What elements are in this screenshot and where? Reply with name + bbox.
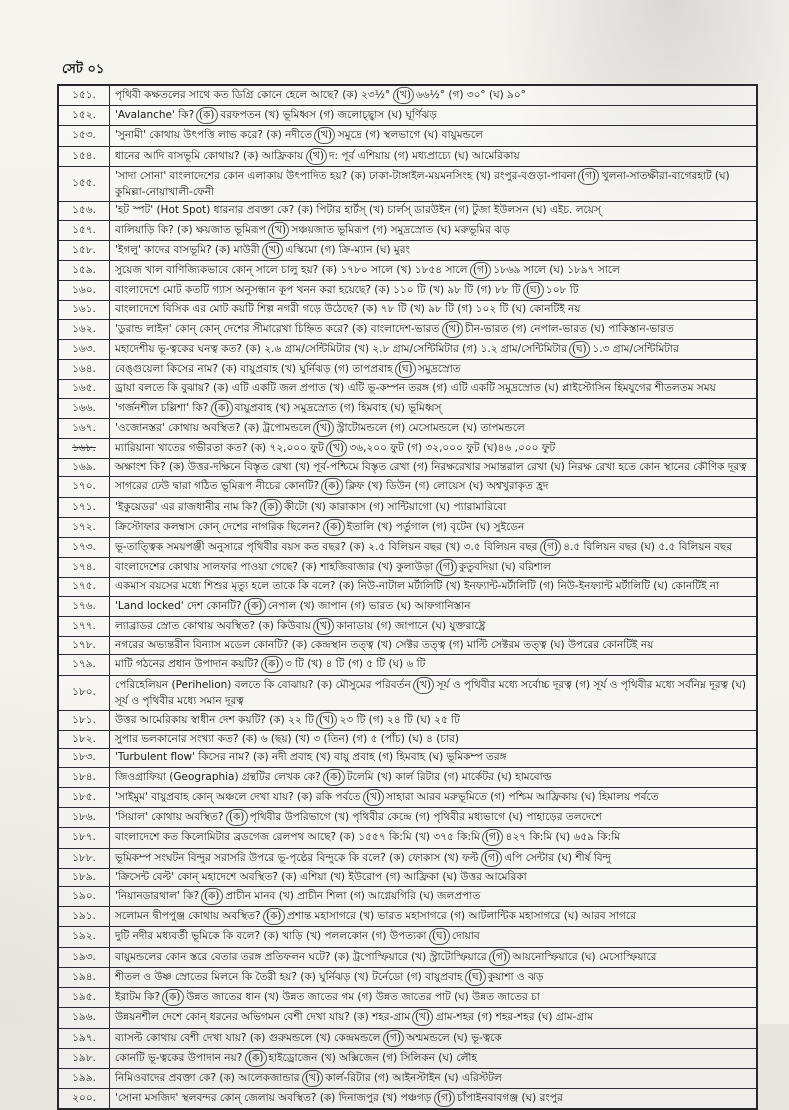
pen-circle-mark: (ঘ) [569,340,591,358]
question-number: ১৫১. [58,85,110,106]
table-row [58,202,757,220]
pen-circle-mark: (খ) [362,788,384,806]
pen-circle-mark: (গ) [433,1090,455,1108]
table-row [58,1048,757,1068]
question-text: কোনটি ভূ-ত্বকের উপাদান নয়? (ক) হাইড্রোজেন (খ) অক্সিজেন (গ) সিলিকন (ঘ) লৌহ [110,1048,758,1068]
question-number: ১৯৭. [58,1028,110,1048]
table-row [58,301,757,319]
table-row [58,85,757,106]
pen-circle-mark: (গ) [482,829,504,847]
question-number: ১৮৪. [58,767,110,787]
set-title: সেট ০১ [62,62,105,77]
question-text: জিওগ্রাফিয়া (Geographia) গ্রন্থটির লেখক কে? (ক) টলেমি (খ) কার্ল রিটার (গ) মার্কেটর (ঘ) হামবোল্ড [110,767,758,787]
question-text: ক্রিস্টোফার কলম্বাস কোন্ দেশের নাগরিক ছিলেন? (ক) ইতালি (খ) পর্তুগাল (গ) বৃটেন (ঘ) সুইডেন [110,517,758,537]
pen-circle-mark: (খ) [262,241,284,259]
question-text: 'নিয়ানডারথাল' কি? (ক) প্রাচীন মানব (খ) প্রাচীন শিলা (গ) আগ্নেয়গিরি (ঘ) জলপ্রপাত [110,886,758,906]
question-text: উত্তর আমেরিকায় স্বাধীন দেশ কয়টি? (ক) ২২ টি (খ) ২৩ টি (গ) ২৪ টি (ঘ) ২৫ টি [110,711,758,731]
table-row [58,418,757,438]
pen-circle-mark: (ক) [261,656,283,674]
pen-circle-mark: (খ) [313,617,335,635]
question-text: বায়ুমন্ডলের কোন স্তরে বেতার তরঙ্গ প্রতিফলন ঘটে? (ক) ট্রপোস্ফিয়ারে (খ) স্ট্রাটোস্ফিয়ারে (গ) আয়নোস্ফিয়ারে (ঘ) মেসোস্ফিয়ারে [110,947,758,967]
question-text: সুপার ভলকানোর সংখ্যা কত? (ক) ৬ (ছয়) (খ) ৩ (তিন) (গ) ৫ (পাঁচ) (ঘ) ৪ (চার) [110,731,758,749]
question-number: ১৬৯. [58,459,110,477]
question-number: ১৭৮. [58,637,110,655]
pen-circle-mark: (ক) [201,887,223,905]
question-text: সুয়েজ খাল বাণিজ্যিকভাবে কোন্ সালে চালু হয়? (ক) ১৭৮০ সালে (খ) ১৮৫৪ সালে (গ) ১৮৬৯ সালে (ঘ) ১৮৯৭ সালে [110,260,758,280]
table-row [58,787,757,807]
question-number: ১৬৫. [58,380,110,398]
question-text: পেরিহেলিয়ন (Perihelion) বলতে কি বোঝায়? (ক) মৌসুমের পরিবর্তন (খ) সূর্য ও পৃথিবীর মধ্যে সর্বোচ্চ দূরত্ব (গ) সূর্য ও পৃথিবীর মধ্যে সর্বনিম্ন দূরত্ব (ঘ) সূর্য ও পৃথিবীর মধ্যে সমান দূরত্ব [110,675,758,710]
table-row [58,848,757,868]
table-row [58,711,757,731]
question-text: 'সাদা সোনা' বাংলাদেশের কোন এলাকায় উৎপাদিত হয়? (ক) ঢাকা-টাঙ্গাইল-ময়মনসিংহ (খ) রংপুর-বগুড়া-পাবনা (গ) খুলনা-সাতক্ষীরা-বাগেরহাট (ঘ) কুমিল্লা-নোয়াখালী-ফেনী [110,166,758,201]
question-number: ১৯৩. [58,947,110,967]
table-row [58,637,757,655]
question-text: ধানের আদি বাসভূমি কোথায়? (ক) আফ্রিকায় (খ) দ: পূর্ব এশিয়ায় (গ) মধ্যপ্রাচ্যে (ঘ) আমেরিকায় [110,146,758,166]
question-text: 'সিয়াল' কোথায় অবস্থিত? (ক) পৃথিবীর উপরিভাগে (খ) পৃথিবীর কেন্দ্রে (গ) পৃথিবীর মধ্যভাগে (ঘ) পাহাড়ের তলদেশে [110,808,758,828]
question-table-body [58,85,757,1109]
pen-circle-mark: (গ) [469,261,491,279]
pen-circle-mark: (গ) [578,167,600,185]
question-text: 'হট স্পট' (Hot Spot) ধারনার প্রবক্তা কে? (ক) পিটার হার্টস্ (খ) চার্লস্ ডারউইন (গ) টুজা ইউলসন (ঘ) এইচ. লয়েস্ [110,202,758,220]
question-number: ১৬৬. [58,398,110,418]
table-row [58,538,757,558]
table-row [58,240,757,260]
question-text: ব্যাসল্ট কোথায় বেশী দেখা যায়? (ক) গুরুমন্ডলে (খ) কেন্দ্রমন্ডলে (গ) অশ্মমন্ডলে (ঘ) ভূ-ত্বকে [110,1028,758,1048]
pen-circle-mark: (ঘ) [464,968,486,986]
question-number: ১৫৯. [58,260,110,280]
question-text: 'ডুরান্ড লাইন' কোন্ কোন্ দেশের সীমারেখা চিহ্নিত করে? (ক) বাংলাদেশ-ভারত (খ) চীন-ভারত (গ) নেপাল-ভারত (ঘ) পাকিস্তান-ভারত [110,319,758,339]
question-text: বাংলাদেশে বিসিক এর মোট কয়টি শিল্প নগরী গড়ে উঠেছে? (ক) ৭৮ টি (খ) ৯৮ টি (গ) ১০২ টি (ঘ) কোনটিই নয় [110,301,758,319]
pen-circle-mark: (গ) [539,538,561,556]
table-row [58,260,757,280]
table-row [58,578,757,596]
pen-circle-mark: (ঘ) [395,361,417,379]
pen-circle-mark: (ক) [260,498,282,516]
question-number: ১৭৬. [58,596,110,616]
pen-circle-mark: (খ) [326,439,348,457]
question-number: ১৮১. [58,711,110,731]
question-text: দুটি নদীর মধ্যবর্তী ভূমিকে কি বলে? (ক) খাড়ি (খ) পললকোন (গ) উপত্যকা (ঘ) দোয়াব [110,927,758,947]
question-number: ১৯০. [58,886,110,906]
question-text: মহাদেশীয় ভূ-ত্বকের ঘনত্ব কত? (ক) ২.৬ গ্রাম/সেন্টিমিটার (খ) ২.৮ গ্রাম/সেন্টিমিটার (গ) ১.২ গ্রাম/সেন্টিমিটার (ঘ) ১.৩ গ্রাম/সেন্টিমিটার [110,339,758,359]
table-row [58,477,757,497]
question-number: ১৭৪. [58,558,110,578]
question-text: অক্ষাংশ কি? (ক) উত্তর-দক্ষিনে বিস্তৃত রেখা (খ) পূর্ব-পশ্চিমে বিস্তৃত রেখা (গ) নিরক্ষরেখার সমান্তরাল রেখা (ঘ) নিরক্ষ রেখা হতে কোন স্থানের কৌণিক দূরত্ব [110,459,758,477]
pen-circle-mark: (ঘ) [428,928,450,946]
pen-circle-mark: (ক) [263,908,285,926]
pen-circle-mark: (খ) [441,320,463,338]
question-number: ২০০. [58,1089,110,1110]
pen-circle-mark: (খ) [305,147,327,165]
question-number: ১৯২. [58,927,110,947]
table-row [58,558,757,578]
pen-circle-mark: (খ) [268,221,290,239]
question-text: বাংলাদেশে মোট কতটি গ্যাস অনুসন্ধান কূপ খনন করা হয়েছে? (ক) ১১০ টি (খ) ৯৮ টি (গ) ৮৮ টি (ঘ) ১০৮ টি [110,281,758,301]
question-number: ১৫৮. [58,240,110,260]
question-number: ১৬২. [58,319,110,339]
question-number: ১৫৬. [58,202,110,220]
question-number: ১৬০. [58,281,110,301]
table-row [58,1068,757,1088]
question-text: সাগরের ঢেউ দ্বারা গঠিত ভূমিরূপ নীচের কোনটি? (ক) ক্লিফ (খ) ডিউন (গ) লোয়েস (ঘ) অশ্বখুরাকৃত হ্রদ [110,477,758,497]
pen-circle-mark: (গ) [489,948,511,966]
question-text: 'ক্রিসেন্ট বেল্ট' কোন্ মহাদেশে অবস্থিত? (ক) এশিয়া (খ) ইউরোপ (গ) আফ্রিকা (ঘ) উত্তর আমেরিকা [110,868,758,886]
pen-circle-mark: (ক) [162,989,184,1007]
question-number: ১৬৭. [58,418,110,438]
question-number: ১৮৭. [58,828,110,848]
table-row [58,655,757,675]
question-number: ১৮০. [58,675,110,710]
table-row [58,497,757,517]
pen-circle-mark: (ক) [196,107,218,125]
pen-circle-mark: (ক) [321,478,343,496]
question-number: ১৫২. [58,106,110,126]
question-number: ১৭০. [58,477,110,497]
question-number: ১৫৪. [58,146,110,166]
pen-circle-mark: (গ) [435,559,457,577]
question-number: ১৫৭. [58,220,110,240]
question-number: ১৯৯. [58,1068,110,1088]
pen-circle-mark: (খ) [314,127,336,145]
table-row [58,281,757,301]
question-text: বাংলাদেশের কোথায় সালফার পাওয়া গেছে? (ক) শাহজিবাজার (খ) কুলাউড়া (গ) কুতুবদিয়া (ঘ) বরিশাল [110,558,758,578]
question-number: ১৬৮. [58,438,110,458]
table-row [58,106,757,126]
question-text: 'Turbulent flow' কিসের নাম? (ক) নদী প্রবাহ (খ) বায়ু প্রবাহ (গ) হিমবাহ (ঘ) ভূমিকম্প তরঙ্গ [110,749,758,767]
question-number: ১৮৬. [58,808,110,828]
question-text: ড্রায়া বলতে কি বুঝায়? (ক) এটি একটি জল প্রপাত (খ) এটি ভূ-কম্পন তরঙ্গ (গ) এটি একটি সমুদ্রস্রোত (ঘ) প্লাইস্টোসিন হিমযুগের শীতলতম সময় [110,380,758,398]
table-row [58,146,757,166]
question-number: ১৫৫. [58,166,110,201]
question-table [57,84,758,1110]
question-number: ১৯১. [58,907,110,927]
table-row [58,220,757,240]
question-text: 'সুনামী' কোথায় উৎপত্তি লাভ করে? (ক) নদীতে (খ) সমুদ্রে (গ) স্থলভাগে (ঘ) বায়ুমন্ডলে [110,126,758,146]
pen-circle-mark: (ক) [243,597,265,615]
pen-circle-mark: (ক) [323,768,345,786]
question-text: 'সোনা মসজিদ' স্থলবন্দর কোন্ জেলায় অবস্থিত? (ক) দিনাজপুর (খ) পঞ্চগড় (গ) চাঁপাইনবাবগঞ্জ (ঘ) রংপুর [110,1089,758,1110]
table-row [58,166,757,201]
table-row [58,398,757,418]
table-row [58,947,757,967]
question-text: 'ওজোনস্তর' কোথায় অবস্থিত? (ক) ট্রপোমন্ডলে (খ) স্ট্রাটোমন্ডলে (গ) মেসোমন্ডলে (ঘ) তাপমন্ডলে [110,418,758,438]
table-row [58,339,757,359]
question-number: ১৮৩. [58,749,110,767]
pen-circle-mark: (ঘ) [522,282,544,300]
table-row [58,360,757,380]
pen-circle-mark: (খ) [413,676,435,694]
table-row [58,1028,757,1048]
table-row [58,907,757,927]
question-text: নগরের অভ্যন্তরীন বিন্যাস মডেল কোনটি? (ক) কেন্দ্রস্থান তত্ত্ব (খ) সেক্টর তত্ত্ব (গ) মাল্টি সেক্টরম তত্ত্ব (ঘ) উপরের কোনটিই নয় [110,637,758,655]
table-row [58,380,757,398]
table-row [58,828,757,848]
question-text: একমাস বয়সের মধ্যে শিশুর মৃত্যু হলে তাকে কি বলে? (ক) নিউ-নাটাল মর্টালিটি (খ) ইনফ্যান্ট-মর্টালিটি (গ) নিউ-ইনফ্যান্ট মর্টালিটি (ঘ) কোনটিই না [110,578,758,596]
table-row [58,988,757,1008]
table-row [58,459,757,477]
question-number: ১৯৮. [58,1048,110,1068]
question-text: পৃথিবী কক্ষতলের সাথে কত ডিগ্রি কোনে হেলে আছে? (ক) ২৩½° (খ) ৬৬½° (গ) ৩০° (ঘ) ৯০° [110,85,758,106]
table-row [58,596,757,616]
table-row [58,1089,757,1110]
table-row [58,1008,757,1028]
table-row [58,126,757,146]
question-text: উন্নয়নশীল দেশে কোন্ ধরনের অভিগমন বেশী দেখা যায়? (ক) শহর-গ্রাম (খ) গ্রাম-শহর (গ) শহর-শহর (ঘ) গ্রাম-গ্রাম [110,1008,758,1028]
table-row [58,438,757,458]
question-number: ১৭৭. [58,616,110,636]
question-number: ১৭৫. [58,578,110,596]
pen-circle-mark: (খ) [313,419,335,437]
table-row [58,967,757,987]
table-row [58,319,757,339]
question-text: ইরাটম কি? (ক) উন্নত জাতের ধান (খ) উন্নত জাতের গম (গ) উন্নত জাতের পাট (ঘ) উন্নত জাতের চা [110,988,758,1008]
question-number: ১৬১. [58,301,110,319]
question-number: ১৯৪. [58,967,110,987]
pen-circle-mark: (ক) [225,809,247,827]
question-text: ম্যারিয়ানা খাতের গভীরতা কত? (ক) ৭২,০০০ ফুট (খ) ৩৬,২০০ ফুট (গ) ৩২,০০০ ফুট (ঘ)৪৬ ,০০০ ফুট [110,438,758,458]
table-row [58,731,757,749]
question-text: শীতল ও উষ্ণ স্রোতের মিলনে কি তৈরী হয়? (ক) ঘুর্নিঝড় (খ) টর্নেডো (গ) বায়ুপ্রবাহ (ঘ) কুয়াশা ও ঝড় [110,967,758,987]
table-row [58,767,757,787]
question-number: ১৮৫. [58,787,110,807]
pen-circle-mark: (খ) [301,1069,323,1087]
question-number: ১৬৩. [58,339,110,359]
question-text: 'ইগলু' কাদের বাসভূমি? (ক) মাউরী (খ) এস্কিমো (গ) ক্রি-ম্যান (ঘ) মুরং [110,240,758,260]
question-text: 'সাইমুম' বায়ুপ্রবাহ কোন্ অঞ্চলে দেখা যায়? (ক) রকি পর্বতে (খ) সাহারা আরব মরুভূমিতে (গ) পশ্চিম আফ্রিকায় (ঘ) হিমালয় পর্বতে [110,787,758,807]
question-number: ১৮৮. [58,848,110,868]
question-number: ১৮৯. [58,868,110,886]
question-text: 'গর্জনশীল চল্লিশা' কি? (ক) বায়ুপ্রবাহ (খ) সমুদ্রস্রোত (গ) হিমবাহ (ঘ) ভূমিধ্বস্ [110,398,758,418]
pen-circle-mark: (গ) [480,849,502,867]
pen-circle-mark: (গ) [382,1029,404,1047]
question-text: ভূ-তাত্ত্বিক সময়পঞ্জী অনুসারে পৃথিবীর বয়স কত বছর? (ক) ২.৫ বিলিয়ন বছর (খ) ৩.৫ বিলিয়ন বছর (গ) ৪.৫ বিলিয়ন বছর (ঘ) ৫.৫ বিলিয়ন বছর [110,538,758,558]
question-text: বালিয়াড়ি কি? (ক) ক্ষয়জাত ভূমিরূপ (খ) সঞ্চয়জাত ভূমিরূপ (গ) সমুদ্রস্রোত (ঘ) মরুভূমির ঝড় [110,220,758,240]
question-number: ১৬৪. [58,360,110,380]
pen-circle-mark: (খ) [412,1009,434,1027]
table-row [58,808,757,828]
question-text: সলোমন দ্বীপপুঞ্জ কোথায় অবস্থিত? (ক) প্রশান্ত মহাসাগরে (খ) ভারত মহাসাগরে (গ) আটলান্টিক মহাসাগরে (ঘ) আরব সাগরে [110,907,758,927]
question-number: ১৭৯. [58,655,110,675]
question-number: ১৮২. [58,731,110,749]
question-text: বাংলাদেশে কত কিলোমিটার ব্রডগেজ রেলপথ আছে? (ক) ১৫৫৭ কি:মি (খ) ৩৭৫ কি:মি (গ) ৪২৭ কি:মি (ঘ) ৬৫৯ কি:মি [110,828,758,848]
question-text: 'Land locked' দেশ কোনটি? (ক) নেপাল (খ) জাপান (গ) ভারত (ঘ) আফগানিস্তান [110,596,758,616]
question-number: ১৯৫. [58,988,110,1008]
question-number: ১৭২. [58,517,110,537]
question-text: 'Avalanche' কি? (ক) বরফপতন (খ) ভূমিধ্বস (গ) জলোচ্ছ্বাস (ঘ) ঘূর্ণিঝড় [110,106,758,126]
question-number: ১৭৩. [58,538,110,558]
table-row [58,886,757,906]
question-text: নিমিওবাদের প্রবক্তা কে? (ক) আলেকজান্ডার (খ) কার্ল-রিটার (গ) আইনস্টাইন (ঘ) এরিস্টটল [110,1068,758,1088]
question-text: মাটি গঠনের প্রধান উপাদান কয়টি? (ক) ৩ টি (খ) ৪ টি (গ) ৫ টি (ঘ) ৬ টি [110,655,758,675]
table-row [58,616,757,636]
question-text: 'ইকুয়েডর' এর রাজধানীর নাম কি? (ক) কীটো (খ) কারাকাস (গ) সান্টিয়াগো (ঘ) প্যারামারিবো [110,497,758,517]
table-row [58,927,757,947]
table-row [58,868,757,886]
question-number: ১৫৩. [58,126,110,146]
pen-circle-mark: (খ) [316,711,338,729]
table-row [58,675,757,710]
pen-circle-mark: (ক) [244,1049,266,1067]
question-number: ১৭১. [58,497,110,517]
pen-circle-mark: (খ) [392,86,414,104]
question-text: বেঙ্গুয়েলা কিসের নাম? (ক) বায়ুপ্রবাহ (খ) ঘুর্নিঝড় (গ) তাপপ্রবাহ (ঘ) সমুদ্রস্রোত [110,360,758,380]
question-number: ১৯৬. [58,1008,110,1028]
question-text: ভূমিকম্প সংঘটন বিন্দুর সরাসরি উপরে ভূ-পৃষ্ঠের বিন্দুকে কি বলে? (ক) ফোকাস (খ) ফল্ট (গ) এপি সেন্টার (ঘ) শীর্ষ বিন্দু [110,848,758,868]
question-text: ল্যাব্রাডর স্রোত কোথায় অবস্থিত? (ক) কিউবায় (খ) কানাডায় (গ) জাপানে (ঘ) যুক্তরাষ্ট্রে [110,616,758,636]
table-row [58,517,757,537]
pen-circle-mark: (ক) [322,518,344,536]
pen-circle-mark: (ক) [210,399,232,417]
table-row [58,749,757,767]
